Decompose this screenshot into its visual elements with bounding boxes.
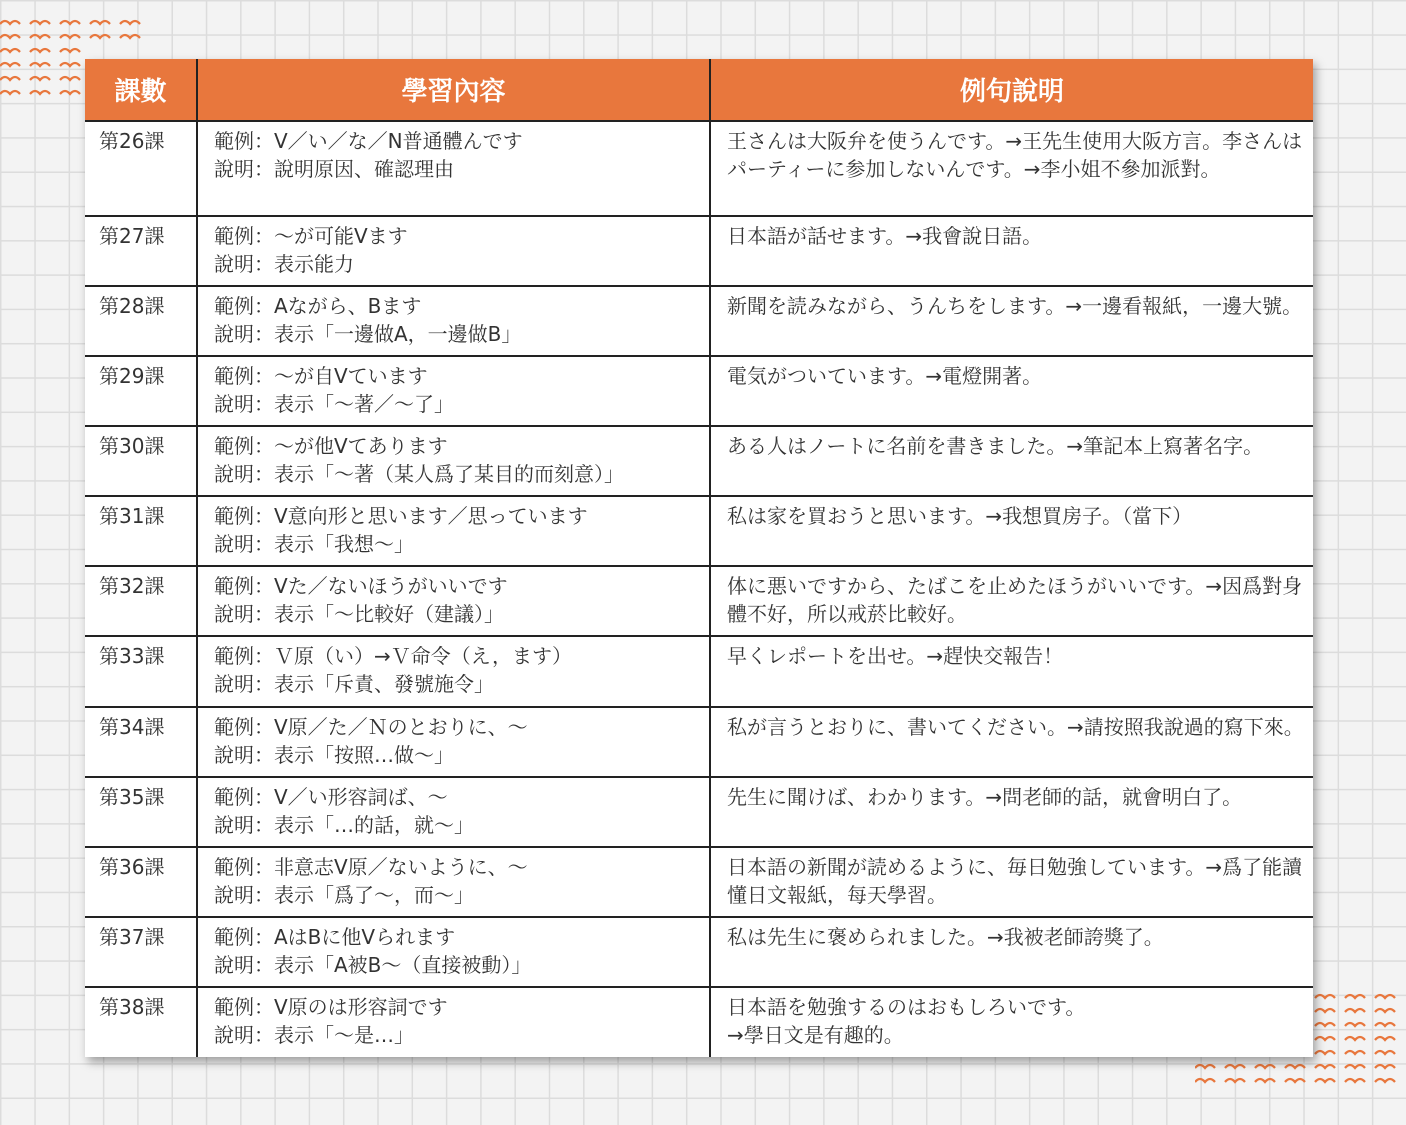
content-cell — [197, 216, 710, 286]
explanation: 說明：表示「～著（某人爲了某目的而刻意）」 — [214, 462, 624, 487]
lesson-cell: 第26課 — [85, 121, 197, 216]
example-sentence: 先生に聞けば、わかります。→問老師的話，就會明白了。 — [727, 784, 1243, 809]
explanation: 說明：表示「我想～」 — [214, 532, 414, 557]
example-sentence: 私は先生に褒められました。→我被老師誇獎了。 — [727, 924, 1164, 949]
lesson-cell: 第31課 — [85, 496, 197, 566]
header-lesson: 課數 — [85, 59, 197, 121]
lesson-cell: 第29課 — [85, 356, 197, 426]
sentence-cell — [710, 121, 1313, 216]
example-pattern: 範例：～が可能Vます — [214, 224, 408, 249]
sentence-cell — [710, 847, 1313, 917]
table-row — [85, 356, 1313, 426]
example-sentence: 私は家を買おうと思います。→我想買房子。（當下） — [727, 504, 1193, 529]
content-cell — [197, 286, 710, 356]
sentence-cell — [710, 286, 1313, 356]
example-pattern: 範例：AはBに他Vられます — [214, 924, 456, 949]
example-pattern: 範例：～が自Vています — [214, 364, 428, 389]
example-sentence-line-2: →學日文是有趣的。 — [727, 1022, 904, 1047]
table-row — [85, 777, 1313, 847]
lesson-cell: 第38課 — [85, 987, 197, 1057]
lesson-cell: 第34課 — [85, 707, 197, 777]
table-row — [85, 496, 1313, 566]
sentence-cell — [710, 917, 1313, 987]
sentence-cell — [710, 496, 1313, 566]
table-row — [85, 566, 1313, 636]
example-pattern: 範例：～が他Vてあります — [214, 434, 448, 459]
sentence-cell — [710, 636, 1313, 706]
table-row — [85, 636, 1313, 706]
example-pattern: 範例：Ｖ原（い）→Ｖ命令（え，ます） — [214, 644, 572, 669]
lesson-cell: 第27課 — [85, 216, 197, 286]
example-sentence: 体に悪いですから、たばこを止めたほうがいいです。→因爲對身體不好，所以戒菸比較好。 — [727, 574, 1303, 627]
content-cell — [197, 426, 710, 496]
example-sentence: ある人はノートに名前を書きました。→筆記本上寫著名字。 — [727, 434, 1264, 459]
lesson-cell: 第33課 — [85, 636, 197, 706]
content-cell — [197, 707, 710, 777]
table-row — [85, 987, 1313, 1057]
sentence-cell — [710, 566, 1313, 636]
header-example-sentence: 例句說明 — [710, 59, 1313, 121]
lesson-table-card — [85, 59, 1313, 1057]
example-sentence: 王さんは大阪弁を使うんです。→王先生使用大阪方言。李さんはパーティーに参加しないんです。→李小姐不參加派對。 — [727, 129, 1303, 181]
explanation: 說明：表示能力 — [214, 252, 354, 277]
header-content: 學習內容 — [197, 59, 710, 121]
lesson-cell: 第37課 — [85, 917, 197, 987]
table-header-row — [85, 59, 1313, 121]
content-cell — [197, 917, 710, 987]
content-cell — [197, 566, 710, 636]
example-pattern: 範例：V／い形容詞ば、～ — [214, 784, 448, 809]
explanation: 說明：表示「爲了～，而～」 — [214, 882, 474, 907]
explanation: 說明：表示「按照…做～」 — [214, 742, 454, 767]
sentence-cell — [710, 216, 1313, 286]
table-row — [85, 216, 1313, 286]
content-cell — [197, 356, 710, 426]
table-row — [85, 426, 1313, 496]
explanation: 說明：表示「～比較好（建議）」 — [214, 602, 504, 627]
explanation: 說明：表示「…的話，就～」 — [214, 812, 474, 837]
sentence-cell — [710, 777, 1313, 847]
example-pattern: 範例：V原／た／Ｎのとおりに、～ — [214, 714, 528, 739]
explanation: 說明：表示「～是…」 — [214, 1022, 414, 1047]
explanation: 說明：表示「斥責、發號施令」 — [214, 672, 494, 697]
example-pattern: 範例：Aながら、Bます — [214, 294, 422, 319]
table-row — [85, 847, 1313, 917]
example-pattern: 範例：V／い／な／N普通體んです — [214, 129, 523, 153]
lesson-cell: 第35課 — [85, 777, 197, 847]
example-sentence: 日本語の新聞が読めるように、毎日勉強しています。→爲了能讀懂日文報紙，每天學習。 — [727, 854, 1303, 907]
table-row — [85, 917, 1313, 987]
sentence-cell — [710, 987, 1313, 1057]
example-sentence: 早くレポートを出せ。→趕快交報告！ — [727, 644, 1064, 669]
explanation: 說明：表示「～著／～了」 — [214, 392, 454, 417]
example-sentence: 日本語が話せます。→我會說日語。 — [727, 224, 1043, 249]
content-cell — [197, 636, 710, 706]
content-cell — [197, 847, 710, 917]
lesson-cell: 第28課 — [85, 286, 197, 356]
table-row — [85, 121, 1313, 216]
content-cell — [197, 496, 710, 566]
example-sentence: 新聞を読みながら、うんちをします。→一邊看報紙，一邊大號。 — [727, 294, 1303, 319]
lesson-cell: 第32課 — [85, 566, 197, 636]
table-row — [85, 707, 1313, 777]
table-row — [85, 286, 1313, 356]
lesson-cell: 第36課 — [85, 847, 197, 917]
example-sentence-line-1: 日本語を勉強するのはおもしろいです。 — [727, 994, 1086, 1019]
example-pattern: 範例：非意志V原／ないように、～ — [214, 854, 528, 879]
example-pattern: 範例：V意向形と思います／思っています — [214, 504, 588, 529]
example-sentence: 私が言うとおりに、書いてください。→請按照我說過的寫下來。 — [727, 714, 1304, 739]
explanation: 說明：表示「A被B～（直接被動）」 — [214, 952, 532, 977]
example-pattern: 範例：V原のは形容詞です — [214, 994, 448, 1019]
sentence-cell — [710, 707, 1313, 777]
explanation: 說明：表示「一邊做A，一邊做B」 — [214, 322, 522, 347]
lesson-cell: 第30課 — [85, 426, 197, 496]
content-cell — [197, 777, 710, 847]
sentence-cell — [710, 356, 1313, 426]
example-pattern: 範例：Vた／ないほうがいいです — [214, 574, 508, 599]
sentence-cell — [710, 426, 1313, 496]
content-cell — [197, 121, 710, 216]
lesson-table — [85, 59, 1313, 1057]
content-cell — [197, 987, 710, 1057]
explanation: 說明：說明原因、確認理由 — [214, 157, 454, 181]
example-sentence: 電気がついています。→電燈開著。 — [727, 364, 1043, 389]
